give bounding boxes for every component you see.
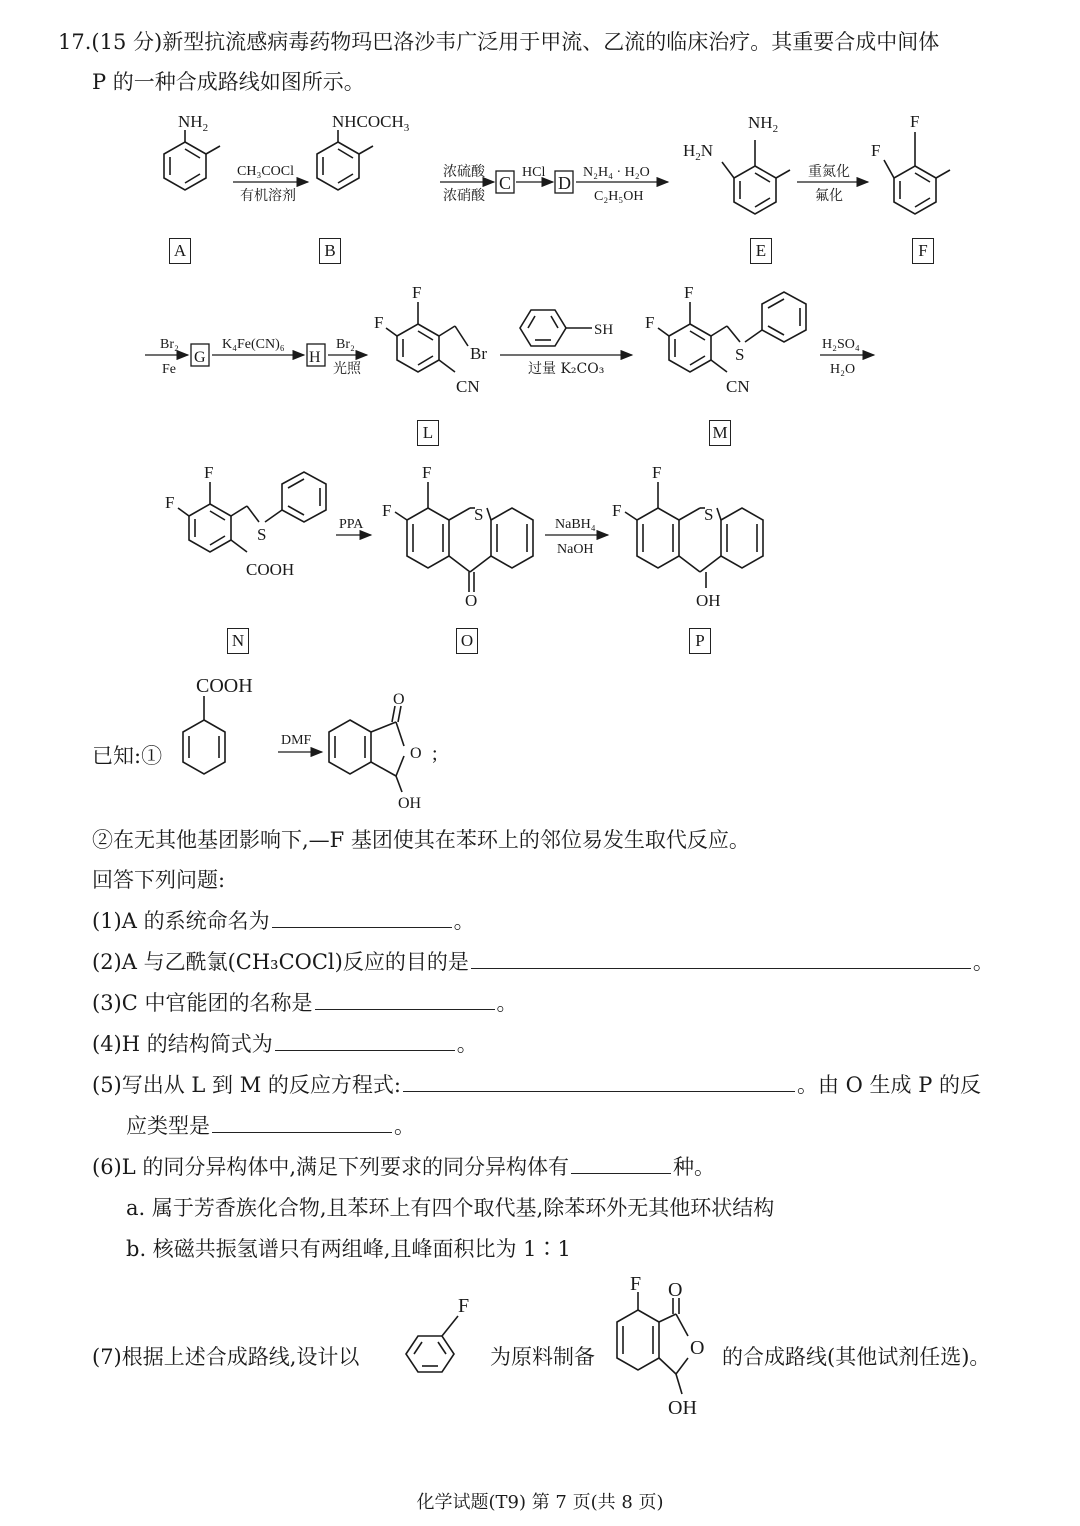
compound-e-label: E [750,238,772,264]
known-reaction-1 [170,668,470,818]
answer-prompt: 回答下列问题: [92,868,226,892]
compound-n-label: N [227,628,249,654]
part-5-cont: 应类型是 。 [126,1114,415,1138]
page-footer: 化学试题(T9) 第 7 页(共 8 页) [416,1492,664,1513]
reagent-9-bottom: 过量 K₂CO₃ [528,361,605,377]
compound-f-label: F [912,238,934,264]
known-label: 已知:① [92,744,163,768]
part-1: (1)A 的系统命名为 。 [92,909,475,933]
reagent-5-top: 重氮化 [808,164,850,180]
reagent-6-bottom: Fe [162,362,176,377]
svg-text:O: O [465,591,478,610]
svg-text:O: O [410,745,422,762]
svg-text:F: F [422,463,432,482]
svg-text:CN: CN [456,377,480,396]
svg-text:NHCOCH3: $NHCOCH_3$ [332,112,410,134]
part-4: (4)H 的结构简式为 。 [92,1032,478,1056]
svg-text:COOH: COOH [246,560,295,579]
compound-g-label: G [194,349,206,366]
reagent-2-top: 浓硫酸 [443,164,485,180]
svg-text:H2N: $H_2N$ [683,141,714,163]
svg-text:O: O [668,1279,683,1301]
compound-f-structure [871,112,950,214]
svg-text:F: F [165,493,175,512]
answer-blank-2[interactable] [471,950,971,969]
svg-text:COOH: COOH [196,675,253,697]
reagent-1-top: CH₃COCl [237,164,295,179]
part-6-condition-b: b. 核磁共振氢谱只有两组峰,且峰面积比为 1∶1 [126,1237,571,1261]
part-5: (5)写出从 L 到 M 的反应方程式: 。由 O 生成 P 的反 [92,1073,982,1097]
reagent-4-top: N₂H₄ · H₂O [583,165,650,180]
svg-text:F: F [645,313,655,332]
reagent-3-top: HCl [522,165,546,180]
compound-e-structure [683,113,790,214]
compound-l-label: L [417,420,439,446]
svg-text:F: F [652,463,662,482]
reagent-6-top: Br₂ [160,337,179,352]
svg-text:S: S [474,505,484,524]
reagent-5-bottom: 氟化 [815,188,843,204]
svg-text:OH: OH [696,591,721,610]
part-2: (2)A 与乙酰氯(CH₃COCl)反应的目的是 。 [92,950,994,974]
svg-text:Br: Br [470,344,487,363]
synthesis-row-2 [0,280,1080,450]
svg-text:S: S [257,525,267,544]
svg-text:SH: SH [594,322,614,338]
compound-h-label: H [309,349,321,366]
svg-text:F: F [458,1295,470,1317]
svg-text:CN: CN [726,377,750,396]
svg-text:F: F [374,313,384,332]
question-number: 17. [58,30,92,54]
thiophenol-reagent [520,310,613,346]
answer-blank-1[interactable] [272,909,452,928]
svg-text:F: F [204,463,214,482]
svg-text:NH2: $NH_2$ [748,113,779,135]
reagent-8-bottom: 光照 [333,361,361,377]
compound-m-structure [645,283,806,396]
svg-text:S: S [735,345,745,364]
svg-text:F: F [612,501,622,520]
part-7-text-c: 的合成路线(其他试剂任选)。 [722,1345,991,1369]
part-3: (3)C 中官能团的名称是 。 [92,991,518,1015]
synthesis-row-3 [0,460,1080,630]
compound-d-label: D [558,173,571,193]
compound-p-label: P [689,628,711,654]
question-intro-1: 新型抗流感病毒药物玛巴洛沙韦广泛用于甲流、乙流的临床治疗。其重要合成中间体 [162,30,940,54]
answer-blank-3[interactable] [315,991,495,1010]
part-6: (6)L 的同分异构体中,满足下列要求的同分异构体有 种。 [92,1155,716,1179]
compound-o-structure [382,463,533,610]
svg-text:F: F [630,1273,642,1295]
part-6-condition-a: a. 属于芳香族化合物,且苯环上有四个取代基,除苯环外无其他环状结构 [126,1196,775,1220]
part-7-text-a: (7)根据上述合成路线,设计以 [92,1345,360,1369]
reagent-11-top: PPA [339,517,364,532]
question-score: (15 分) [91,30,163,54]
reagent-4-bottom: C₂H₅OH [594,189,644,204]
part-7-fluorobenzene [396,1288,486,1388]
compound-b-structure [317,112,410,190]
svg-text:F: F [871,141,881,160]
compound-o-label: O [456,628,478,654]
compound-n-structure [165,463,326,579]
answer-blank-5b[interactable] [212,1114,392,1133]
svg-text:DMF: DMF [281,733,312,748]
reagent-2-bottom: 浓硝酸 [443,188,485,204]
svg-text:;: ; [432,743,438,765]
compound-a-label: A [169,238,191,264]
answer-blank-6[interactable] [571,1155,671,1174]
part-7-target [608,1270,718,1430]
question-line-1 [58,28,939,56]
reagent-10-bottom: H₂O [830,362,856,377]
svg-text:F: F [684,283,694,302]
reagent-1-bottom: 有机溶剂 [240,188,296,204]
svg-text:S: S [704,505,714,524]
answer-blank-4[interactable] [275,1032,455,1051]
compound-b-label: B [319,238,341,264]
reagent-12-bottom: NaOH [557,542,594,557]
compound-l-structure [374,283,487,396]
svg-text:O: O [690,1337,705,1359]
svg-text:OH: OH [398,795,422,812]
compound-m-label: M [709,420,731,446]
reagent-8-top: Br₂ [336,337,355,352]
part-7-text-b: 为原料制备 [490,1345,595,1369]
compound-p-structure [612,463,763,610]
compound-c-label: C [499,173,512,193]
svg-text:F: F [910,112,920,131]
svg-text:NH2: $NH_2$ [178,112,209,134]
reagent-12-top: NaBH₄ [555,517,596,532]
reagent-7-top: K₄Fe(CN)₆ [222,337,285,352]
svg-text:OH: OH [668,1397,697,1419]
reagent-10-top: H₂SO₄ [822,337,860,352]
svg-text:F: F [382,501,392,520]
question-line-2: P 的一种合成路线如图所示。 [92,70,365,94]
compound-a-structure [164,112,220,190]
known-fact-2: ②在无其他基团影响下,—F 基团使其在苯环上的邻位易发生取代反应。 [92,828,750,852]
svg-text:O: O [393,691,405,708]
svg-text:F: F [412,283,422,302]
answer-blank-5a[interactable] [403,1073,795,1092]
